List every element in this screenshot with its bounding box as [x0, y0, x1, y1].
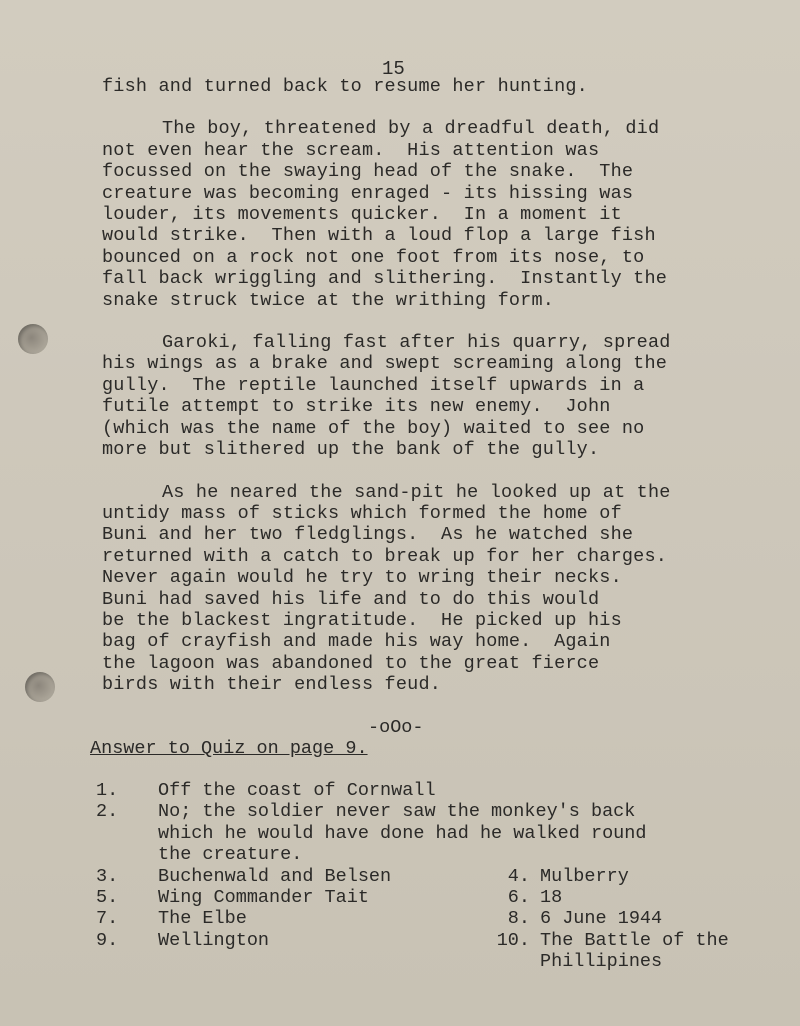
answer-number: 5. [96, 887, 119, 909]
story-line: would strike. Then with a loud flop a large fish [102, 225, 656, 247]
story-line: Never again would he try to wring their necks. [102, 567, 622, 589]
story-line: snake struck twice at the writhing form. [102, 289, 555, 311]
story-line: bag of crayfish and made his way home. Again [102, 631, 611, 653]
answer-text: the creature. [158, 844, 303, 866]
answer-text: which he would have done had he walked round [158, 822, 647, 844]
answer-number: 6. [507, 887, 530, 909]
answer-text: The Battle of the [540, 929, 729, 951]
answer-row [96, 866, 776, 887]
section-separator: -oOo- [368, 717, 424, 738]
answer-number: 1. [96, 780, 119, 801]
answer-text: The Elbe [158, 908, 247, 930]
story-line: returned with a catch to break up for her charges. [102, 545, 668, 567]
story-line: his wings as a brake and swept screaming along the [102, 353, 668, 375]
story-line: the lagoon was abandoned to the great fierce [102, 652, 600, 674]
story-line: fall back wriggling and slithering. Instantly the [102, 268, 668, 290]
punch-hole [25, 672, 55, 702]
story-line: fish and turned back to resume her hunting. [102, 76, 588, 97]
answer-text: Mulberry [540, 865, 629, 887]
answer-number: 4. [507, 865, 530, 887]
story-line: creature was becoming enraged - its hissing was [102, 182, 634, 204]
quiz-answers-title: Answer to Quiz on page 9. [90, 738, 368, 759]
story-text [102, 76, 762, 696]
answer-text: Buchenwald and Belsen [158, 865, 392, 887]
answer-text: No; the soldier never saw the monkey's back [158, 801, 636, 823]
story-line: focussed on the swaying head of the snake. The [102, 161, 634, 183]
answer-row [96, 908, 776, 929]
answer-text: Wing Commander Tait [158, 887, 369, 909]
story-line: gully. The reptile launched itself upwards in a [102, 374, 645, 396]
answer-number: 7. [96, 908, 119, 930]
answer-text: Off the coast of Cornwall [158, 780, 436, 801]
answer-number: 8. [507, 908, 530, 930]
story-line: more but slithered up the bank of the gully. [102, 439, 600, 461]
answer-row [96, 930, 776, 951]
page-number: 15 [382, 58, 405, 80]
answer-text: Phillipines [540, 951, 663, 973]
story-line: untidy mass of sticks which formed the home of [102, 502, 622, 524]
story-line: Garoki, falling fast after his quarry, spread [162, 332, 671, 354]
story-line: be the blackest ingratitude. He picked up his [102, 609, 622, 631]
answer-text: Wellington [158, 929, 270, 951]
punch-hole [18, 324, 48, 354]
answer-number: 10. [496, 929, 530, 951]
answer-number: 9. [96, 929, 119, 951]
answer-row [96, 887, 776, 908]
story-line: bounced on a rock not one foot from its nose, to [102, 246, 645, 268]
story-line: not even hear the scream. His attention was [102, 139, 600, 161]
quiz-answers-list [96, 780, 776, 973]
story-line: birds with their endless feud. [102, 674, 442, 696]
story-line: The boy, threatened by a dreadful death, did [162, 118, 660, 140]
answer-text: 18 [540, 887, 563, 909]
story-line: futile attempt to strike its new enemy. John [102, 396, 611, 418]
answer-number: 3. [96, 865, 119, 887]
story-line: (which was the name of the boy) waited to see no [102, 417, 645, 439]
answer-number: 2. [96, 801, 119, 823]
story-line: As he neared the sand-pit he looked up at the [162, 481, 671, 503]
answer-row [96, 780, 776, 801]
story-line: Buni and her two fledglings. As he watched she [102, 524, 634, 546]
answer-text: 6 June 1944 [540, 908, 663, 930]
story-line: louder, its movements quicker. In a moment it [102, 204, 622, 226]
answer-row [96, 951, 776, 972]
answer-row [96, 801, 776, 822]
story-line: Buni had saved his life and to do this would [102, 588, 600, 610]
